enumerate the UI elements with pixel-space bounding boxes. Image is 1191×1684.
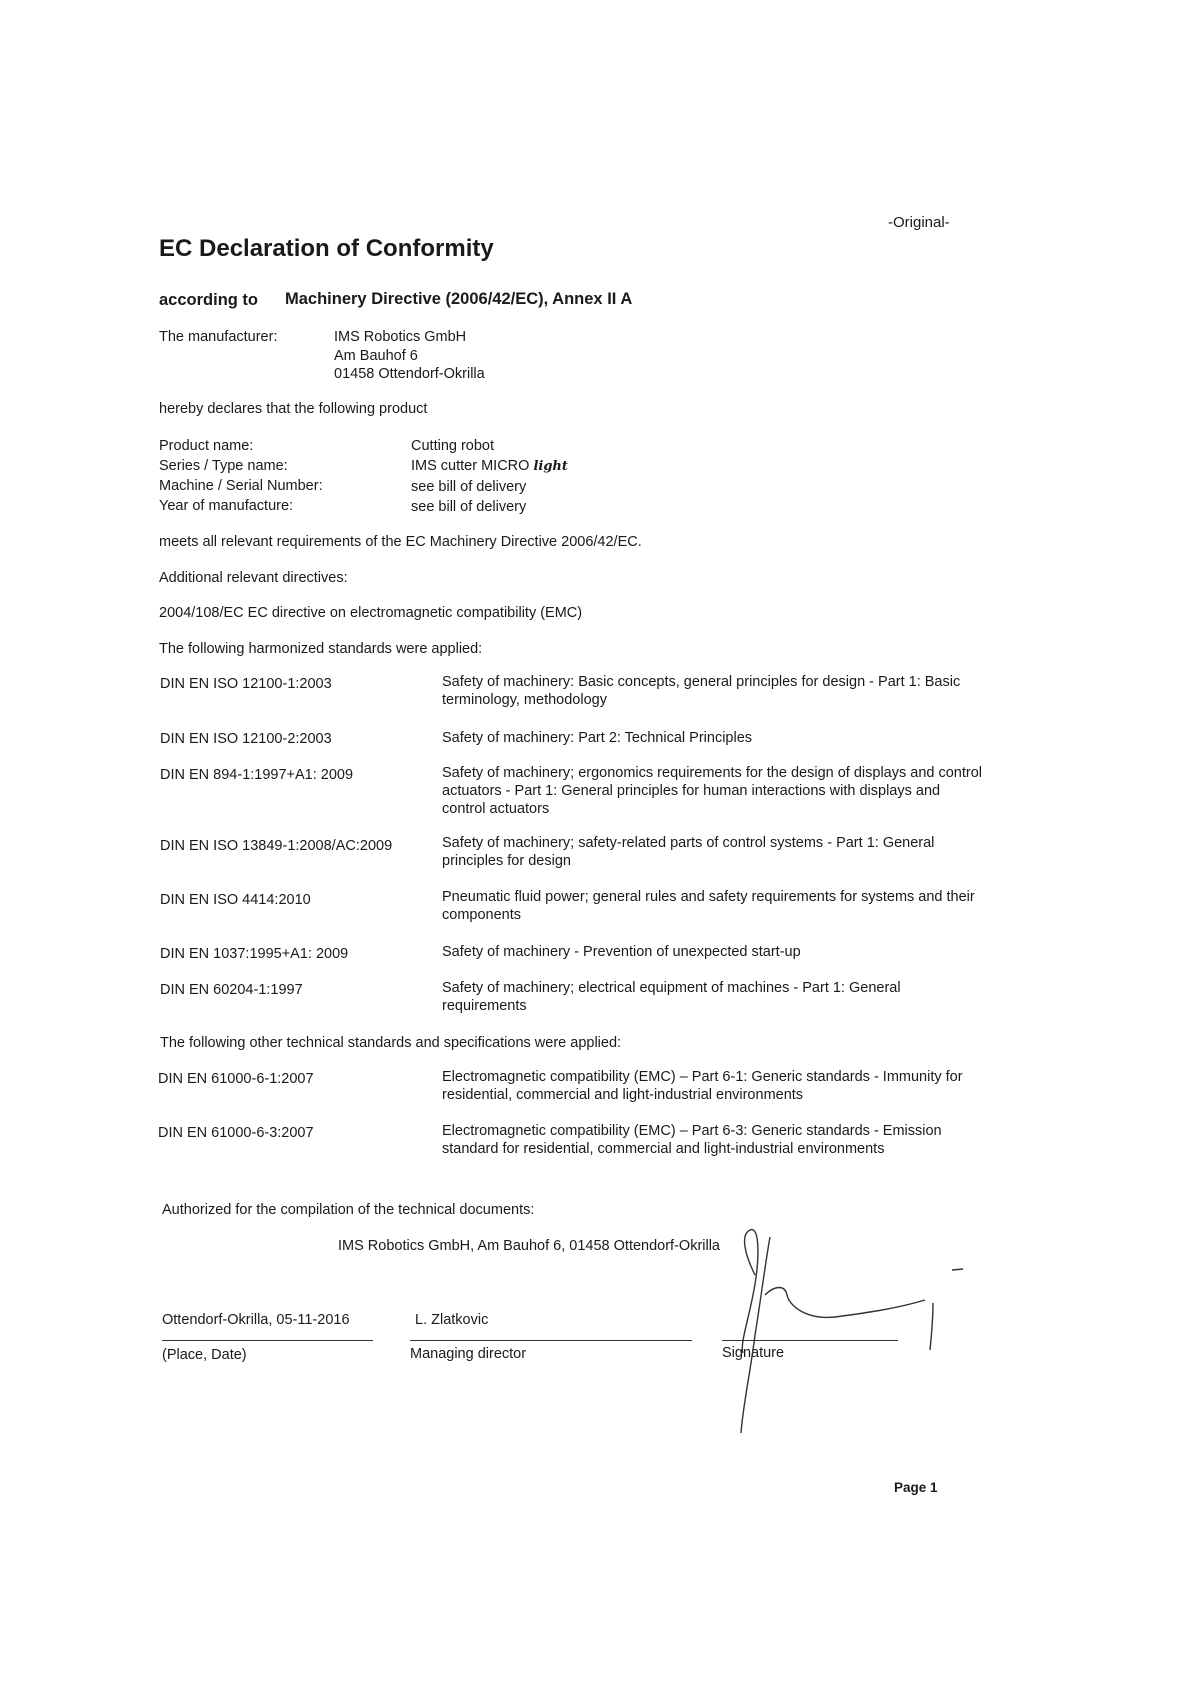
year-label: Year of manufacture: (159, 498, 294, 514)
signature-label: Signature (722, 1345, 785, 1361)
product-name-label: Product name: (159, 438, 254, 454)
year-value: see bill of delivery (411, 499, 527, 515)
additional-directives-label: Additional relevant directives: (159, 570, 348, 586)
manufacturer-name: IMS Robotics GmbH (334, 329, 467, 345)
director-line (410, 1340, 692, 1341)
product-values (411, 436, 568, 517)
harmonized-description: Safety of machinery; electrical equipment of machines - Part 1: General requirements (442, 980, 901, 1014)
other-description: Electromagnetic compatibility (EMC) – Part 6-3: Generic standards - Emission standard for residential, commercial and light-industrial environments (442, 1123, 942, 1157)
handwritten-signature (715, 1225, 975, 1435)
harmonized-code: DIN EN 894-1:1997+A1: 2009 (160, 767, 354, 783)
signature-stroke (930, 1303, 933, 1350)
manufacturer-city: 01458 Ottendorf-Okrilla (334, 366, 485, 382)
other-code: DIN EN 61000-6-1:2007 (158, 1071, 314, 1087)
manufacturer-address (334, 328, 485, 384)
harmonized-code: DIN EN ISO 4414:2010 (160, 892, 311, 908)
series-value: IMS cutter MICRO (411, 458, 530, 474)
director-name: L. Zlatkovic (415, 1312, 489, 1328)
harmonized-code: DIN EN ISO 12100-1:2003 (160, 676, 332, 692)
harmonized-code: DIN EN ISO 13849-1:2008/AC:2009 (160, 838, 393, 854)
harmonized-description: Safety of machinery; safety-related parts of control systems - Part 1: General principles for design (442, 835, 935, 869)
signature-stroke (741, 1237, 770, 1433)
harmonized-code: DIN EN ISO 12100-2:2003 (160, 731, 332, 747)
harmonized-label: The following harmonized standards were applied: (159, 641, 483, 657)
series-label: Series / Type name: (159, 458, 288, 474)
authorized-label: Authorized for the compilation of the technical documents: (162, 1202, 535, 1218)
product-labels (159, 436, 323, 516)
place-date-label: (Place, Date) (162, 1347, 247, 1363)
product-name-value: Cutting robot (411, 438, 495, 454)
according-label: according to (159, 291, 259, 309)
document-title: EC Declaration of Conformity (159, 235, 494, 262)
harmonized-description: Safety of machinery; ergonomics requirements for the design of displays and control actuators - Part 1: General principles for human interactions with displays and control actuators (442, 765, 982, 817)
harmonized-code: DIN EN 60204-1:1997 (160, 982, 303, 998)
original-mark: -Original- (888, 214, 950, 231)
harmonized-description: Safety of machinery - Prevention of unexpected start-up (442, 944, 801, 960)
harmonized-code: DIN EN 1037:1995+A1: 2009 (160, 946, 349, 962)
directive-reference: Machinery Directive (2006/42/EC), Annex II A (285, 290, 633, 308)
serial-value: see bill of delivery (411, 479, 527, 495)
other-code: DIN EN 61000-6-3:2007 (158, 1125, 314, 1141)
harmonized-description: Safety of machinery: Part 2: Technical Principles (442, 730, 753, 746)
series-suffix: light (533, 459, 568, 474)
place-date: Ottendorf-Okrilla, 05-11-2016 (162, 1312, 350, 1328)
emc-directive: 2004/108/EC EC directive on electromagnetic compatibility (EMC) (159, 605, 583, 621)
signature-stroke (765, 1288, 925, 1318)
harmonized-description: Pneumatic fluid power; general rules and safety requirements for systems and their components (442, 889, 975, 923)
serial-label: Machine / Serial Number: (159, 478, 323, 494)
manufacturer-street: Am Bauhof 6 (334, 347, 418, 364)
place-date-line (162, 1340, 373, 1341)
other-standards-label: The following other technical standards and specifications were applied: (160, 1035, 622, 1051)
signature-stroke (952, 1269, 963, 1270)
authorized-address: IMS Robotics GmbH, Am Bauhof 6, 01458 Ottendorf-Okrilla (338, 1238, 720, 1254)
other-description: Electromagnetic compatibility (EMC) – Part 6-1: Generic standards - Immunity for residential, commercial and light-industrial environments (442, 1069, 963, 1103)
meets-text: meets all relevant requirements of the EC Machinery Directive 2006/42/EC. (159, 534, 642, 550)
series-value-row (411, 456, 568, 477)
harmonized-description: Safety of machinery: Basic concepts, general principles for design - Part 1: Basic terminology, methodology (442, 674, 961, 708)
manufacturer-label: The manufacturer: (159, 329, 278, 345)
director-label: Managing director (410, 1346, 527, 1362)
declares-text: hereby declares that the following product (159, 401, 428, 417)
page-number: Page 1 (894, 1480, 938, 1495)
